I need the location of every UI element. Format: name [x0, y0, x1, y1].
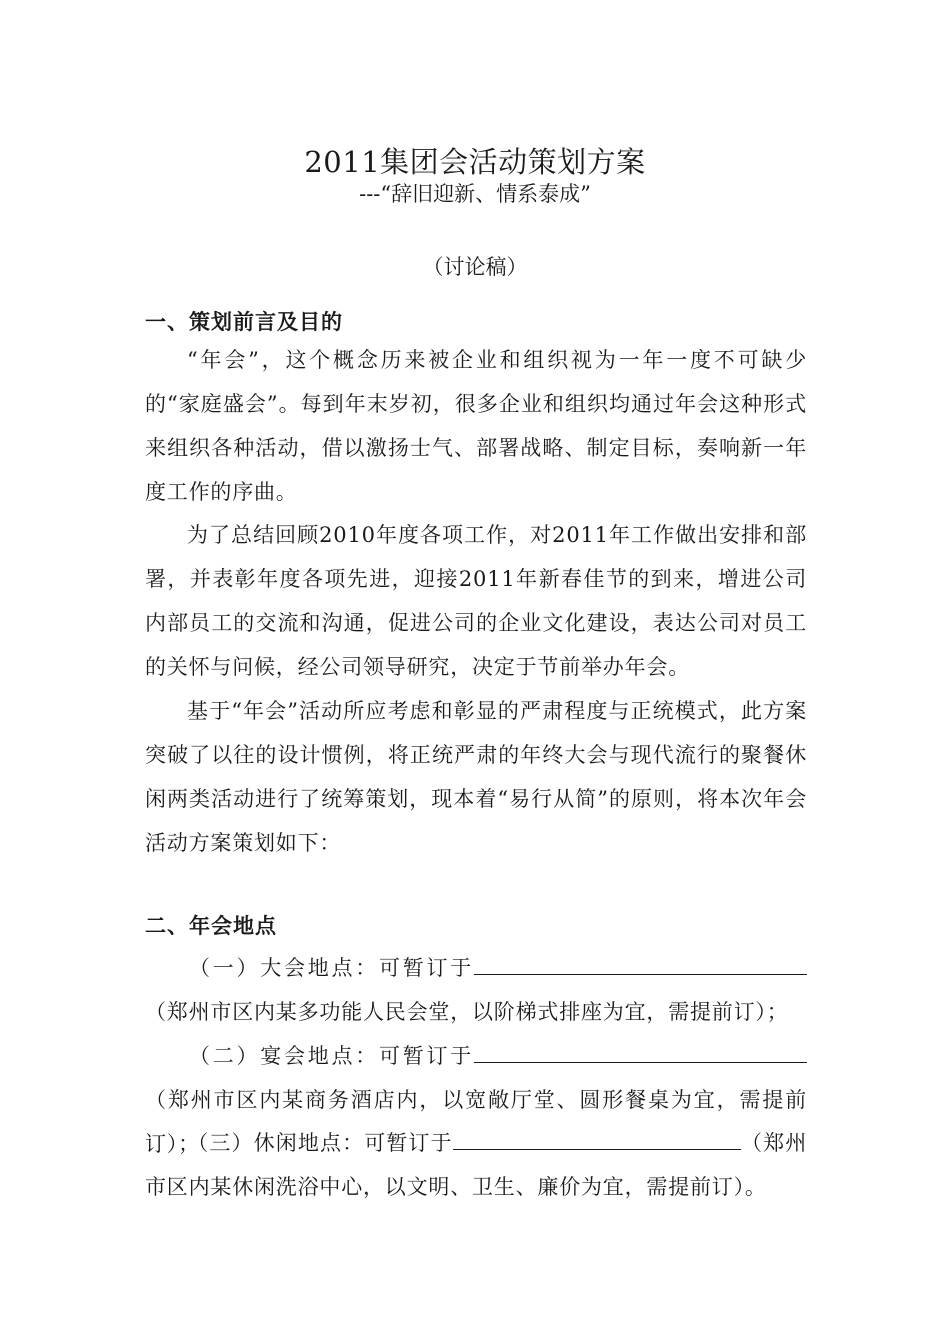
fill-in-blank[interactable]: [474, 952, 807, 975]
fill-in-blank[interactable]: [474, 1040, 807, 1063]
draft-label: （讨论稿）: [422, 255, 528, 279]
location-label: （二）宴会地点：可暂订于: [187, 1044, 474, 1068]
location-note: （郑州市区内某商务酒店内，以宽敞厅堂、圆形餐桌为宜，需提前订）；: [145, 1088, 807, 1156]
location-note: （郑州市区内某多功能人民会堂，以阶梯式排座为宜，需提前订）；: [145, 1000, 789, 1024]
paragraph-intro: “年会”，这个概念历来被企业和组织视为一年一度不可缺少的“家庭盛会”。每到年末岁初，很多企业和组织均通过年会这种形式来组织各种活动，借以激扬士气、部署战略、制定目标，奏响新一年度工作的序曲。: [145, 348, 807, 504]
location-note: （郑州市区内某休闲洗浴中心，以文明、卫生、廉价为宜，需提前订）。: [145, 1131, 807, 1199]
paragraph-plan: 基于“年会”活动所应考虑和彰显的严肃程度与正统模式，此方案突破了以往的设计惯例，将正统严肃的年终大会与现代流行的聚餐休闲两类活动进行了统筹策划，现本着“易行从简”的原则，将本次年会活动方案策划如下：: [145, 699, 807, 855]
location-label: （三）休闲地点：可暂订于: [187, 1131, 453, 1155]
location-label: （一）大会地点：可暂订于: [187, 956, 474, 980]
location-item-leisure: [145, 1121, 807, 1209]
document-title: 2011集团会活动策划方案: [304, 145, 646, 179]
paragraph-reason: 为了总结回顾2010年度各项工作，对2011年工作做出安排和部署，并表彰年度各项先进，迎接2011年新春佳节的到来，增进公司内部员工的交流和沟通，促进公司的企业文化建设，表达公司对员工的关怀与问候，经公司领导研究，决定于节前举办年会。: [145, 523, 807, 679]
section-heading-location: 二、年会地点: [145, 914, 277, 938]
document-subtitle: ---“辞旧迎新、情系泰成”: [359, 182, 591, 206]
section-heading-purpose: 一、策划前言及目的: [145, 310, 343, 334]
fill-in-blank[interactable]: [453, 1127, 741, 1150]
location-item-conference: [145, 946, 807, 1034]
